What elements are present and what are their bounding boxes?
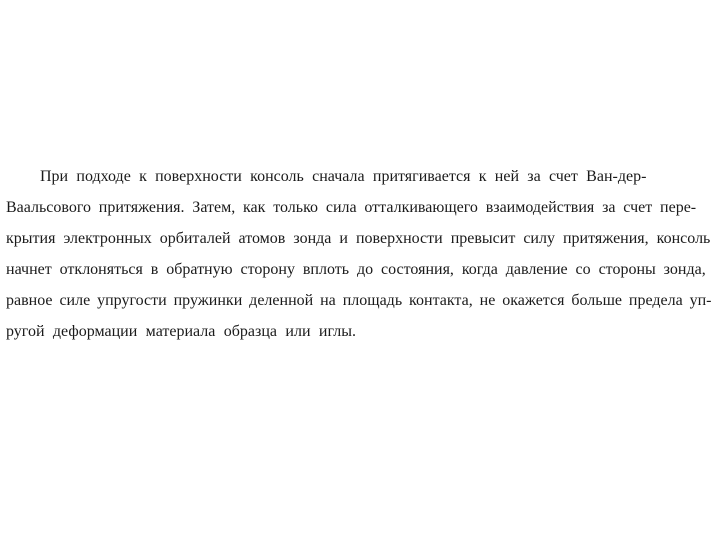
paragraph-line-1: При подходе к поверхности консоль сначала притягивается к ней за счет Ван-дер-: [40, 168, 647, 185]
paragraph-line-3: крытия электронных орбиталей атомов зонда и поверхности превысит силу притяжения, консоль: [6, 230, 711, 247]
paragraph-line-6: ругой деформации материала образца или иглы.: [6, 323, 356, 340]
paragraph-line-5: равное силе упругости пружинки деленной на площадь контакта, не окажется больше предела уп-: [6, 292, 712, 309]
paragraph-line-2: Ваальсового притяжения. Затем, как только сила отталкивающего взаимодействия за счет пере-: [6, 199, 697, 216]
paragraph-line-4: начнет отклоняться в обратную сторону вплоть до состояния, когда давление со стороны зонда,: [6, 261, 706, 278]
